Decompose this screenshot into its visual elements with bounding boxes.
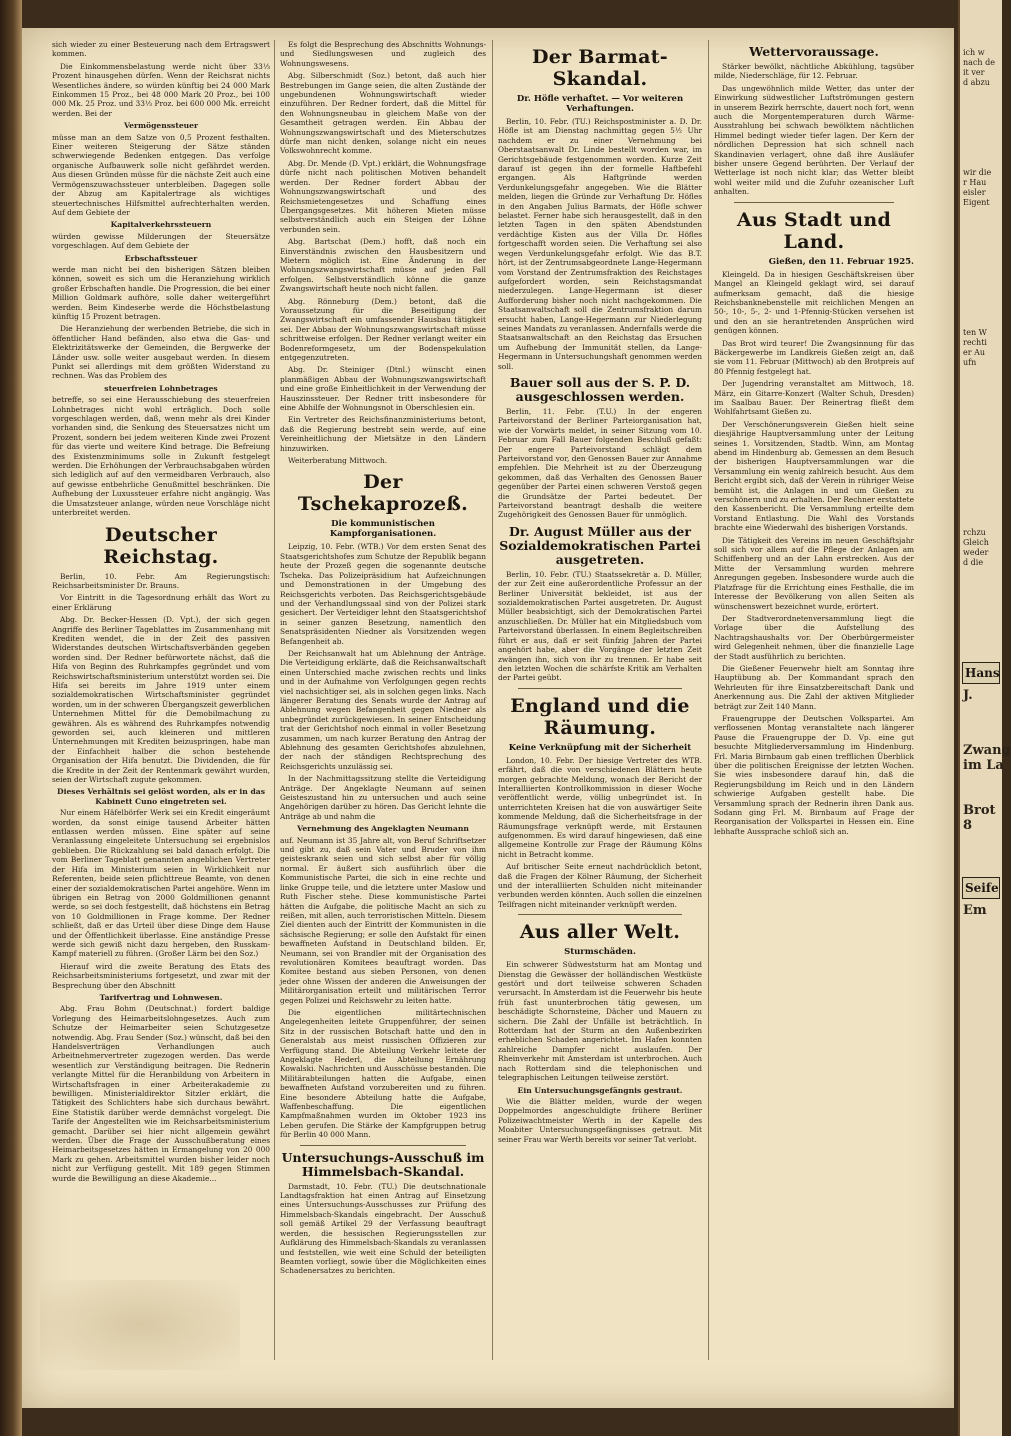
paragraph: Abg. Dr. Becker-Hessen (D. Vpt.), der sich gegen Angriffe des Berliner Tageblattes im Zusammenhang mit Krediten wendet, die in der Zeit des passiven Widerstandes deutschen Wirtschaftsverbänden gegeben worden sind. Der Redner befürwortete nächst, daß die Hifa von Beginn des Ruhrkampfes gegründet und vom Reichswirtschaftsministerium unterstützt worden sei. Die Hifa sei bereits im Jahre 1919 unter einem sozialdemokratischen Wirtschaftsminister gegründet worden, um in der schweren Übergangszeit gewerblichen Unternehmen Mittel für die Demobilmachung zu gewähren. Als es während des Ruhrkampfes notwendig geworden sei, auch kleineren und mittleren Unternehmungen mit Krediten beizuspringen, habe man der Einfachheit halber die schon bestehende Organisation der Hifa benutzt. Die Dividenden, die für die Kredite in der Zeit der Rentenmark gewährt wurden, seien der Wirtschaft zugute gekommen.: [52, 615, 270, 785]
column-3: [498, 40, 702, 1370]
article-headline: Dr. August Müller aus der Sozialdemokratischen Partei ausgetreten.: [499, 523, 701, 567]
column-rule: [708, 40, 709, 1360]
section-heading: Vermögenssteuer: [123, 121, 199, 131]
paragraph: In der Nachmittagssitzung stellte die Verteidigung Anträge. Der Angeklagte Neumann auf seinen Geisteszustand hin zu untersuchen und auch seine Angehörigen darüber zu hören. Das Gericht lehnte die Anträge ab und nahm die: [280, 774, 486, 821]
paragraph: Abg. Dr. Steiniger (Dtnl.) wünscht einen planmäßigen Abbau der Wohnungszwangswirtschaft und eine große Einheitlichkeit in der Verwendung der Hauszinssteuer. Der Redner tritt insbesondere für eine Abhilfe der Wohnungsnot in Oberschlesien ein.: [280, 365, 486, 413]
paragraph: sich wieder zu einer Besteuerung nach dem Ertragswert kommen.: [52, 40, 270, 59]
paragraph: Nur einem Häfelbörfer Werk sei ein Kredit eingeräumt worden, da sonst einige tausend Arbeiter hätten entlassen werden müssen. Eine später auf seine Veranlassung eingeleitete Untersuchung sei ergebnislos geblieben. Die Rückzahlung sei bald danach erfolgt. Die vom Berliner Tageblatt genannten angeblichen Vertreter der Hifa im Ministerium seien in Wirklichkeit nur Referenten, beide seien pflichttreue Beamte, von denen einer der sozialdemokratischen Partei angehöre. Wenn im übrigen ein Betrag von 2000 Goldmillionen genannt werde, so sei doch festgestellt, daß höchstens ein Betrag von 10 Goldmillionen in Frage komme. Der Redner schließt, daß er das Urteil über diese Dinge dem Hause und der Öffentlichkeit überlasse. Eine anständige Presse werde sich gewiß nicht dazu hergeben, den Russkam-Kampf materiell zu führen. (Großer Lärm bei den Soz.): [52, 808, 270, 959]
column-1: [52, 40, 270, 1370]
text-fragment: d abzu: [963, 78, 990, 87]
paragraph: werde man nicht bei den bisherigen Sätzen bleiben können, soweit es sich um die Heranziehung wirklich großer Erbschaften handle. Die Progression, die bei einer Million Goldmark aufhöre, solle daher weitergeführt werden. Beim Kindeserbe werde die Höchstbelastung künftig 15 Prozent betragen.: [52, 264, 270, 321]
paragraph: Abg. Bartschat (Dem.) hofft, daß noch ein Einverständnis zwischen den Hausbesitzern und Mietern möglich ist. Eine Änderung in der Wohnungszwangswirtschaft müsse auf jeden Fall erfolgen. Selbstverständlich könne die ganze Zwangswirtschaft heute noch nicht fallen.: [280, 237, 486, 294]
text-fragment: weder: [963, 548, 989, 557]
section-heading: Dieses Verhältnis sei gelöst worden, als er in das Kabinett Cuno eingetreten sei.: [57, 787, 265, 806]
article-subheadline: Keine Verknüpfung mit der Sicherheit: [508, 742, 692, 753]
text-fragment: er Au: [963, 348, 986, 357]
advert-fragment: Em: [963, 903, 987, 918]
text-fragment: r Hau: [963, 178, 987, 187]
paragraph: Abg. Rönneburg (Dem.) betont, daß die Voraussetzung für die Beseitigung der Zwangswirtschaft ein umfassender Hausbau tätigkeit sei. Der Abbau der Wohnungszwangswirtschaft müsse schrittweise erfolgen. Der Redner verlangt weiter ein Bodenreformgesetz, um der Bodenspekulation entgegenzutreten.: [280, 296, 486, 362]
advert-fragment: 8: [963, 818, 973, 833]
column-2: [280, 40, 486, 1370]
paragraph: Berlin, 10. Febr. (TU.) Reichspostminister a. D. Dr. Höfle ist am Dienstag nachmittag gegen 5½ Uhr nachdem er zu einer Vernehmung bei Oberstaatsanwalt Dr. Linde bestellt worden war, im Gerichtsgebäude festgenommen worden. Kurze Zeit darauf ist gegen ihn der formelle Haftbefehl ergangen. Als Haftgründe werden Verdunkelungsgefahr angegeben. Wie die Blätter melden, liegen die Gründe zur Verhaftung Dr. Höfles in den Angaben Julius Barmats, der Höfle schwer belastet. Ferner habe sich herausgestellt, daß in den letzten Tagen in den späten Abendstunden verdächtige Kisten aus der Villa Dr. Höfles fortgeschafft worden seien. Die Verhaftung sei also wegen Verdunkelungsgefahr erfolgt. Wie das B.T. hört, ist der Zentrumsabgeordnete Lange-Hegermann vom Vorstand der Zentrumsfraktion des Reichstages aufgefordert worden, sein Reichstagsmandat niederzulegen. Lange-Hegermann ist dieser Aufforderung bisher noch nicht nachgekommen. Die Staatsanwaltschaft soll die Zentrumsfraktion darum ersucht haben, Lange-Hegermann zur Niederlegung seines Mandats zu veranlassen. Andernfalls werde die Staatsanwaltschaft an den Reichstag das Ersuchen um Aufhebung der Immunität stellen, da Lange-Hegermann in Untersuchungshaft genommen werden soll.: [498, 117, 702, 371]
article-subheadline: Sturmschäden.: [564, 947, 636, 958]
paragraph: Auf britischer Seite erneut nachdrücklich betont, daß die Fragen der Kölner Räumung, der Sicherheit und der interalliierten Schulden nicht miteinander verbunden werden könnten. Auch sollen die einzelnen Teilfragen nicht miteinander verknüpft werden.: [498, 862, 702, 909]
advert-fragment: im La: [963, 758, 1004, 773]
section-heading: Vernehmung des Angeklagten Neumann: [297, 824, 469, 834]
article-subheadline: Dr. Höfle verhaftet. — Vor weiteren Verhaftungen.: [516, 94, 684, 114]
text-fragment: eisler: [963, 188, 986, 197]
paragraph: Hierauf wird die zweite Beratung des Etats des Reichsarbeitsministeriums fortgesetzt, und zwar mit der Besprechung über den Abschnitt: [52, 961, 270, 990]
paragraph: Leipzig, 10. Febr. (WTB.) Vor dem ersten Senat des Staatsgerichtshofes zum Schutze der Republik begann heute der Prozeß gegen die sogenannte deutsche Tscheka. Das Polizeipräsidium hat Aufzeichnungen und Demonstrationen in der Umgebung des Reichsgerichts verboten. Das Reichsgerichtsgebäude und der Verhandlungssaal sind von der Polizei stark gesichert. Der Verteidiger lehnt den Staatsgerichtshof in seiner ganzen Besetzung, namentlich den Senatspräsidenten Niedner als Vorsitzenden wegen Befangenheit ab.: [280, 542, 486, 646]
paragraph: Stärker bewölkt, nächtliche Abkühlung, tagsüber milde, Niederschläge, für 12. Februar.: [714, 62, 914, 81]
paragraph: Vor Eintritt in die Tagesordnung erhält das Wort zu einer Erklärung: [52, 593, 270, 612]
section-heading: Ein Untersuchungsgefängnis gestraut.: [517, 1085, 683, 1095]
paragraph: Der Jugendring veranstaltet am Mittwoch, 18. März, ein Gitarre-Konzert (Walter Schuh, Dresden) im Saalbau Bauer. Der Reinertrag fließt dem Wohlfahrtsamt Gießen zu.: [714, 379, 914, 417]
paragraph: betreffe, so sei eine Herausschiebung des steuerfreien Lohnbetrages nicht wohl erträglich. Doch solle vorgeschlagen werden, daß, wenn mehr als drei Kinder vorhanden sind, die Senkung des Steuersatzes nicht um Prozent, sondern bei jedem weiteren Kinde zwei Prozent für das vierte und weitere Kind betrage. Die Befreiung des Existenzminimums solle in Zukunft festgelegt werden. Die Erhöhungen der Verbrauchsabgaben würden sich lediglich auf auf den vermeidbaren Verbrauch, also auf gewisse entbehrliche Genußmittel beschränken. Die Aufhebung der Luxussteuer erfahre nicht angängig. Was die Umsatzsteuer anlange, würden neue Vorschläge nicht unterbreitet werden.: [52, 395, 270, 518]
paragraph: Das ungewöhnlich milde Wetter, das unter der Einwirkung südwestlicher Luftströmungen gestern in unserem Bezirk herrschte, dauert noch fort, wenn auch die Morgentemperaturen durch Wärme-Ausstrahlung bei schwach bewölktem nächtlichen Himmel bedingt wieder tiefer lagen. Der Kern der nördlichen Depression hat sich schnell nach Skandinavien verlagert, ohne daß ihre Ausläufer bisher unsere Gegend berührten. Der Verlauf der Wetterlage ist noch nicht klar; das Wetter bleibt wohl weiter mild und die Zufuhr ozeanischer Luft anhalten.: [714, 83, 914, 197]
paragraph: Frauengruppe der Deutschen Volkspartei. Am verflossenen Montag veranstaltete nach längerer Pause die Frauengruppe der D. Vp. eine gut besuchte Mitgliederversammlung im Hindenburg. Frl. Maria Birnbaum gab einen trefflichen Überblick über die politischen Ereignisse der letzten Wochen. Sie wies insbesondere darauf hin, daß die Regierungsbildung im Reich und in den Ländern schwierige Aufgaben gestellt habe. Die Versammlung sprach der Rednerin ihren Dank aus. Sodann ging Frl. M. Birnbaum auf Frage der Reorganisation der Volkspartei in Hessen ein. Eine lebhafte Aussprache schloß sich an.: [714, 713, 914, 836]
text-fragment: ufn: [963, 358, 977, 367]
paragraph: Ein Vertreter des Reichsfinanzministeriums betont, daß die Regierung bestrebt sein werde, auf eine Vereinheitlichung der Mietsätze in den Ländern hinzuwirken.: [280, 415, 486, 453]
text-fragment: rechti: [963, 338, 987, 347]
paragraph: Weiterberatung Mittwoch.: [288, 456, 388, 466]
paragraph: Der Verschönerungsverein Gießen hielt seine diesjährige Hauptversammlung unter der Leitung seines 1. Vorsitzenden, Stadtb. Winn, am Montag abend im Hindenburg ab. Gemessen an dem Besuch der bisherigen Hauptversammlungen war die Versammlung ein wenig zahlreich besucht. Aus dem Bericht ergibt sich, daß der Verein in rühriger Weise bemüht ist, die Anlagen in und um Gießen zu verschönern und zu erhalten. Der Rechner erstattete den Kassenbericht. Die Versammlung erteilte dem Vorstand Entlastung. Die Wahl des Vorstands brachte eine Wiederwahl des bisherigen Vorstands.: [714, 419, 914, 533]
paragraph: Darmstadt, 10. Febr. (TU.) Die deutschnationale Landtagsfraktion hat einen Antrag auf Einsetzung eines Untersuchungs-Ausschusses zur Prüfung des Himmelsbach-Skandals eingebracht. Der Ausschuß soll gemäß Artikel 29 der Verfassung beauftragt werden, die hessischen Regierungsstellen zur Aufklärung des Himmelsbach-Skandals zu veranlassen und feststellen, wie weit eine Schuld der beteiligten Beamten vorliegt, sowie über die Möglichkeiten eines Schadenersatzes zu berichten.: [280, 1181, 486, 1276]
text-fragment: wir die: [963, 168, 992, 177]
paragraph: Berlin, 10. Febr. Am Regierungstisch: Reichsarbeitsminister Dr. Brauns.: [52, 571, 270, 590]
text-fragment: d die: [963, 558, 984, 567]
text-fragment: nach de: [963, 58, 995, 67]
section-heading: Tarifvertrag und Lohnwesen.: [99, 992, 223, 1002]
text-fragment: Eigent: [963, 198, 990, 207]
divider: [734, 202, 894, 203]
advert-fragment: J.: [963, 688, 973, 703]
paragraph: Abg. Silberschmidt (Soz.) betont, daß auch hier Bestrebungen im Gange seien, die alten Zustände der ungebundenen Wohnungswirtschaft wieder einzuführen. Der Redner fordert, daß die Mittel für den Wohnungsneubau in gleichem Maße von der Gesamtheit getragen werden. Ein Abbau der Wohnungszwangswirtschaft und des Mieterschutzes dürfe man nicht denken, solange nicht ein neues Volkswohnrecht komme.: [280, 71, 486, 156]
paragraph: Es folgt die Besprechung des Abschnitts Wohnungs- und Siedlungswesen und zugleich des Wohnungswesens.: [280, 40, 486, 68]
paragraph: Abg. Dr. Mende (D. Vpt.) erklärt, die Wohnungsfrage dürfe nicht nach politischen Motiven behandelt werden. Der Redner fordert Abbau der Wohnungszwangswirtschaft und des Reichsmietengesetzes und Schaffung eines Übergangsgesetzes. Mit höheren Mieten müsse selbstverständlich auch ein Steigen der Löhne verbunden sein.: [280, 158, 486, 234]
text-fragment: ich w: [963, 48, 985, 57]
paragraph: müsse man an dem Satze von 0,5 Prozent festhalten. Einer weiteren Steigerung der Sätze ständen schwerwiegende Bedenken entgegen. Das verfolge organische Aufbauwerk solle nicht gefährdet werden. Aus diesen Gründen müsse für die nächste Zeit auch eine Vermögenszuwachssteuer unterbleiben. Dagegen solle der Abzug am Kapitalertrage als wichtiges steuertechnisches Hilfsmittel aufrechterhalten werden. Auf dem Gebiete der: [52, 132, 270, 217]
advert-fragment: Hans: [962, 662, 1000, 684]
article-headline: Aus aller Welt.: [519, 921, 681, 944]
adjacent-page-edge: [958, 0, 1011, 1436]
text-fragment: ten W: [963, 328, 987, 337]
column-rule: [274, 40, 275, 1360]
text-fragment: rchzu: [963, 528, 986, 537]
advert-fragment: Zwang: [963, 743, 1011, 758]
paragraph: auf. Neumann ist 35 Jahre alt, von Beruf Schriftsetzer und gibt zu, daß sein Vater und Bruder von ihm geisteskrank seien und sich selbst aber für völlig normal. Er äußert sich ausführlich über die Kommunistische Partei, die sich in eine rechte und linke Gruppe teile, und die letztere unter Maslow und Ruth Fischer stehe. Diese kommunistische Partei hätten die Aufgabe, die politische Macht an sich zu reißen, mit allen, auch terroristischen Mitteln. Diesem Ziel dienten auch der Eintritt der Kommunisten in die sächsische Regierung; er solle den Aufstakt für einen bewaffneten Aufstand in Deutschland bilden. Er, Neumann, sei von Brandler mit der Organisation des revolutionären Komitees beauftragt worden. Das Komitee bestand aus sieben Personen, von denen jeder ohne Wissen der anderen die Anweisungen der Militärorganisation erteilt und militärischen Terror gegen Polizei und Reichswehr zu leiten hatte.: [280, 835, 486, 1005]
dateline: Gießen, den 11. Februar 1925.: [768, 256, 914, 267]
paragraph: Berlin, 11. Febr. (T.U.) In der engeren Parteivorstand der Berliner Parteiorganisation hat, wie der Vorwärts meldet, in seiner Sitzung vom 10. Februar zum Fall Bauer folgenden Beschluß gefaßt: Der engere Parteivorstand schlägt dem Parteivorstand vor, den Genossen Bauer zur Annahme empfehlen. Die Mehrheit ist zu der Überzeugung gekommen, daß das Verhalten des Genossen Bauer gegenüber der Partei einen schweren Verstoß gegen die Grundsätze der Partei bedeutet. Der Parteivorstand beantragt deshalb die weitere Zugehörigkeit des Genossen Bauer für unmöglich.: [498, 406, 702, 520]
paragraph: Die Heranziehung der werbenden Betriebe, die sich in öffentlicher Hand befänden, also etwa die Gas- und Elektrizitätswerke der Gemeinden, die Bergwerke der Länder usw. solle weiter ausgebaut werden. In diesem Punkt sei allerdings mit dem größten Widerstand zu rechnen. Was das Problem des: [52, 324, 270, 381]
paragraph: Berlin, 10. Febr. (TU.) Staatssekretär a. D. Müller, der zur Zeit eine außerordentliche Professur an der Berliner Universität bekleidet, ist aus der sozialdemokratischen Partei ausgetreten. Dr. August Müller beabsichtigt, sich der Demokratischen Partei anzuschließen. Dr. Müller hat ein Mitgliedsbuch vom Parteivorstand überlassen. In einem Begleitschreiben führt er aus, daß er seit fünfzig Jahren der Partei angehört habe, aber die Vorgänge der letzten Zeit zwängen ihn, sich von ihr zu trennen. Er habe seit den letzten Wochen die schärfste Kritik am Verhalten der Partei geübt.: [498, 569, 702, 683]
paragraph: Der Stadtverordnetenversammlung liegt die Vorlage über die Aufstellung des Nachtragshaushalts vor. Der Oberbürgermeister wird Gelegenheit nehmen, über die finanzielle Lage der Stadt ausführlich zu berichten.: [714, 613, 914, 661]
paragraph: Kleingeld. Da in hiesigen Geschäftskreisen über Mangel an Kleingeld geklagt wird, sei darauf aufmerksam gemacht, daß die hiesige Reichsbanknebenstelle mit reichlichen Mengen an 50-, 10-, 5-, 2- und 1-Pfennig-Stücken versehen ist und den an sie herantretenden Ansprüchen wird genügen können.: [714, 269, 914, 336]
paragraph: Die Gießener Feuerwehr hielt am Sonntag ihre Hauptübung ab. Der Kommandant sprach den Wehrleuten für ihre Einsatzbereitschaft Dank und Anerkennung aus. Die Zahl der aktiven Mitglieder beträgt zur Zeit 140 Mann.: [714, 663, 914, 711]
article-headline: Aus Stadt und Land.: [736, 208, 892, 253]
article-headline: England und die Räumung.: [510, 694, 690, 739]
column-4: [714, 40, 914, 1370]
article-headline: Bauer soll aus der S. P. D. ausgeschlossen werden.: [509, 374, 691, 404]
paragraph: Der Reichsanwalt hat um Ablehnung der Anträge. Die Verteidigung erklärte, daß die Reichsanwaltschaft einen Unterschied mache zwischen rechts und links und in der Aufnahme von Verfolgungen gegen rechts viel nachsichtiger sei, als in solchen gegen links. Nach längerer Beratung des Senats wurde der Antrag auf Ablehnung wegen Befangenheit gegen Niedner als unbegründet zurückgewiesen. In seiner Entscheidung trat der Gerichtshof noch einmal in voller Besetzung zusammen, um nach kurzer Beratung den Antrag der Ablehnung des gesamten Gerichtshofes abzulehnen, der nach der ständigen Rechtsprechung des Reichsgerichts unzulässig sei.: [280, 648, 486, 771]
advert-fragment: Brot: [963, 803, 996, 818]
paragraph: würden gewisse Milderungen der Steuersätze vorgeschlagen. Auf dem Gebiete der: [52, 231, 270, 251]
section-heading: Erbschaftssteuer: [124, 253, 198, 263]
divider: [518, 688, 682, 689]
book-binding: [0, 0, 22, 1436]
section-heading: steuerfreien Lohnbetrages: [104, 383, 218, 393]
article-subheadline: Die kommunistischen Kampforganisationen.: [329, 519, 437, 540]
article-headline: Der Tschekaprozeß.: [297, 471, 469, 516]
article-headline: Wettervoraussage.: [749, 44, 879, 59]
article-headline: Deutscher Reichstag.: [103, 523, 219, 568]
divider: [518, 914, 682, 915]
divider: [300, 1145, 466, 1146]
text-fragment: Gleich: [963, 538, 989, 547]
paragraph: Die Einkommensbelastung werde nicht über 33⅓ Prozent hinausgehen dürfen. Wenn der Reichsrat nichts Wesentliches ändere, so würden künftig bei 24 000 Mark Einkommen 15 Proz., bei 48 000 Mark 20 Proz., bei 100 000 Mk. 25 Proz. und 33⅓ Proz. bei 600 000 Mk. erreicht werden. Bei der: [52, 61, 270, 118]
paragraph: Die eigentlichen militärtechnischen Angelegenheiten leitete Gruppenführer, der seinen Sitz in der russischen Botschaft hatte und den in Generalstab aus meist russischen Offizieren zur Verfügung stand. Die Abteilung Verkehr leitete der Angeklagte Hederl, die Abteilung Ernährung Kowalski. Nachrichten und Ausschüsse bestanden. Die Militärabteilungen hatten die Aufgabe, einen bewaffneten Aufstand vorzubereiten und zu führen. Eine besondere Abteilung hatte die Aufgabe, Waffenbeschaffung. Die eigentlichen Kampfmaßnahmen wurden im Oktober 1923 ins Leben gerufen. Die Stärke der Kampfgruppen betrug für Berlin 40 000 Mann.: [280, 1007, 486, 1140]
paragraph: Ein schwerer Südweststurm hat am Montag und Dienstag die Gewässer der holländischen Westküste gestört und dort teilweise schweren Schaden verursacht. In Amsterdam ist die Feuerwehr bis heute früh fast ununterbrochen tätig gewesen, um beschädigte Schornsteine, Dächer und Mauern zu sichern. Die Zahl der Unfälle ist beträchtlich. In Rotterdam hat der Sturm an den Außenbezirken erheblichen Schaden angerichtet. Im Hafen konnten zahlreiche Dampfer nicht auslaufen. Der Rheinverkehr mit Amsterdam ist unterbrochen. Auch nach Rotterdam sind die telephonischen und telegraphischen Leitungen teilweise zerstört.: [498, 960, 702, 1083]
paragraph: London, 10. Febr. Der hiesige Vertreter des WTB. erfährt, daß die von verschiedenen Blättern heute morgen gebrachte Meldung, wonach der Bericht der Interalliierten Kontrollkommission in dieser Woche veröffentlicht werde, völlig unbegründet ist. In unterrichteten Kreisen hat die von auswärtiger Seite kommende Meldung, daß die Sicherheitsfrage in der Räumungsfrage verknüpft werde, mit Erstaunen aufgenommen. Es wird darauf hingewiesen, daß eine allgemeine Kontrolle zur Frage der Räumung Kölns nicht in Betracht komme.: [498, 755, 702, 859]
text-fragment: it ver: [963, 68, 985, 77]
paragraph: Die Tätigkeit des Vereins im neuen Geschäftsjahr soll sich vor allem auf die Pflege der Anlagen am Schiffenberg und an der Lahn erstrecken. Aus der Mitte der Versammlung wurden mehrere Anregungen gegeben. Insbesondere wurde auch die Platzfrage für die Errichtung eines Festhalle, die im Interesse der Bevölkerung von allen Seiten als wünschenswert bezeichnet wurde, erörtert.: [714, 535, 914, 611]
paragraph: Das Brot wird teurer! Die Zwangsinnung für das Bäckergewerbe im Landkreis Gießen zeigt an, daß sie vom 11. Februar (Mittwoch) ab den Brotpreis auf 80 Pfennig festgelegt hat.: [714, 338, 914, 376]
column-rule: [492, 40, 493, 1360]
article-headline: Untersuchungs-Ausschuß im Himmelsbach-Skandal.: [281, 1149, 485, 1179]
article-headline: Der Barmat-Skandal.: [532, 46, 668, 90]
paragraph: Abg. Frau Bohm (Deutschnat.) fordert baldige Vorlegung des Heimarbeitslohngesetzes. Auch zum Schutze der Heimarbeiter seien Schutzgesetze notwendig. Abg. Frau Sender (Soz.) wünscht, daß bei den Handelsverträgen Verhandlungen auch Arbeitnehmervertreter zugezogen werden. Das werde wesentlich zur Verständigung beitragen. Die Rednerin verlangte Mittel für die Heranbildung von Arbeitern in Wirtschaftsfragen in einer Arbeiterakademie zu bewilligen. Ministerialdirektor Sitzler erklärt, die Tätigkeit des Schlichters habe sich durchaus bewährt. Eine Statistik darüber werde demnächst vorgelegt. Die Tarife der Angestellten wie im Reichsarbeitsministerium gemacht. Darüber sei hier nicht allgemein gewährt werden. Über die Frage der Ausschußberatung eines Heimarbeitsgesetzes hätten in Ermangelung von 20 000 Mark zu gehen. Arbeitsmittel wurden bisher leider noch nicht zur Verfügung gestellt. Mit 189 gegen Stimmen wurde die Bewilligung an diese Akademie...: [52, 1004, 270, 1183]
paragraph: Wie die Blätter melden, wurde der wegen Doppelmordes angeschuldigte frühere Berliner Polizeiwachtmeister Werth in der Kapelle des Moabiter Untersuchungsgefängnisses getraut. Mit seiner Frau war Werth bereits vor seiner Tat verlobt.: [498, 1096, 702, 1144]
advert-fragment: Seife: [962, 877, 1000, 899]
section-heading: Kapitalverkehrssteuern: [110, 220, 212, 230]
